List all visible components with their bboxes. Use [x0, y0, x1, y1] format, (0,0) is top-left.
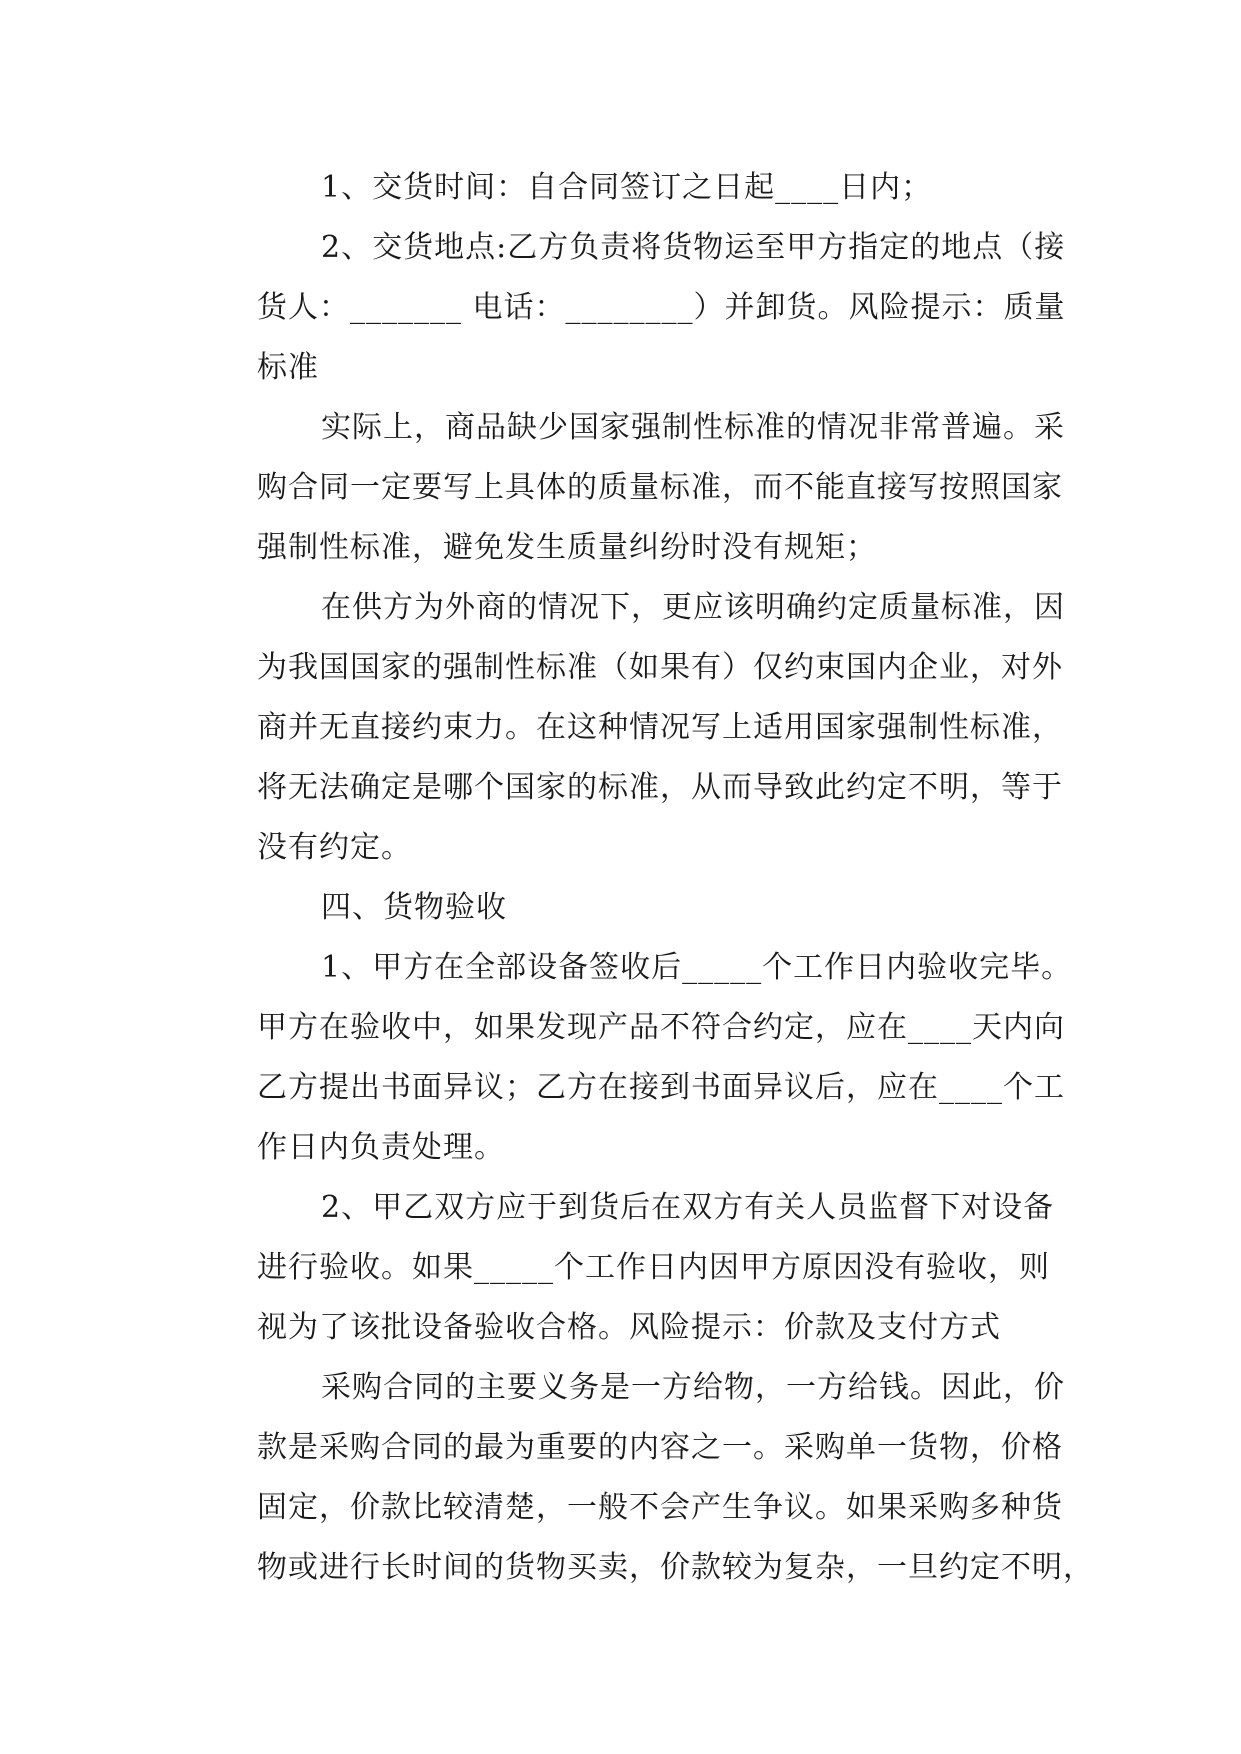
text-line: 固定，价款比较清楚，一般不会产生争议。如果采购多种货 [257, 1490, 1063, 1525]
text-line: 物或进行长时间的货物买卖，价款较为复杂，一旦约定不明， [257, 1550, 1094, 1585]
text-line: 1、交货时间：自合同签订之日起____日内； [321, 170, 933, 205]
paragraph-foreign-supplier [193, 578, 1065, 878]
text-line: 1、甲方在全部设备签收后_____个工作日内验收完毕。 [321, 950, 1073, 985]
text-line: 在供方为外商的情况下，更应该明确约定质量标准，因 [321, 590, 1065, 625]
text-line: 视为了该批设备验收合格。风险提示：价款及支付方式 [257, 1310, 1001, 1345]
paragraph-price-payment [193, 1358, 1094, 1598]
paragraph-delivery-time [193, 158, 1051, 218]
document-body [193, 158, 1094, 1598]
section-heading: 四、货物验收 [321, 890, 507, 925]
text-line: 2、甲乙双方应于到货后在双方有关人员监督下对设备 [321, 1190, 1055, 1225]
text-line: 购合同一定要写上具体的质量标准，而不能直接写按照国家 [257, 470, 1063, 505]
text-line: 采购合同的主要义务是一方给物，一方给钱。因此，价 [321, 1370, 1065, 1405]
text-line: 甲方在验收中，如果发现产品不符合约定，应在____天内向 [257, 1010, 1065, 1045]
text-line: 作日内负责处理。 [257, 1130, 505, 1165]
text-line: 标准 [257, 350, 319, 385]
text-line: 货人：_______ 电话：________）并卸货。风险提示：质量 [257, 290, 1066, 325]
paragraph-acceptance-2 [193, 1178, 1055, 1358]
text-line: 将无法确定是哪个国家的标准，从而导致此约定不明，等于 [257, 770, 1063, 805]
text-line: 商并无直接约束力。在这种情况写上适用国家强制性标准， [257, 710, 1063, 745]
text-line: 强制性标准，避免发生质量纠纷时没有规矩； [257, 530, 877, 565]
paragraph-delivery-place [193, 218, 1066, 398]
text-line: 进行验收。如果_____个工作日内因甲方原因没有验收，则 [257, 1250, 1050, 1285]
paragraph-acceptance-1 [193, 938, 1073, 1178]
text-line: 2、交货地点:乙方负责将货物运至甲方指定的地点（接 [321, 230, 1066, 265]
text-line: 乙方提出书面异议；乙方在接到书面异议后，应在____个工 [257, 1070, 1065, 1105]
text-line: 实际上，商品缺少国家强制性标准的情况非常普遍。采 [321, 410, 1065, 445]
text-line: 没有约定。 [257, 830, 412, 865]
text-line: 为我国国家的强制性标准（如果有）仅约束国内企业，对外 [257, 650, 1063, 685]
paragraph-quality-standard [193, 398, 1065, 578]
text-line: 款是采购合同的最为重要的内容之一。采购单一货物，价格 [257, 1430, 1063, 1465]
section-heading-acceptance [193, 878, 1051, 938]
